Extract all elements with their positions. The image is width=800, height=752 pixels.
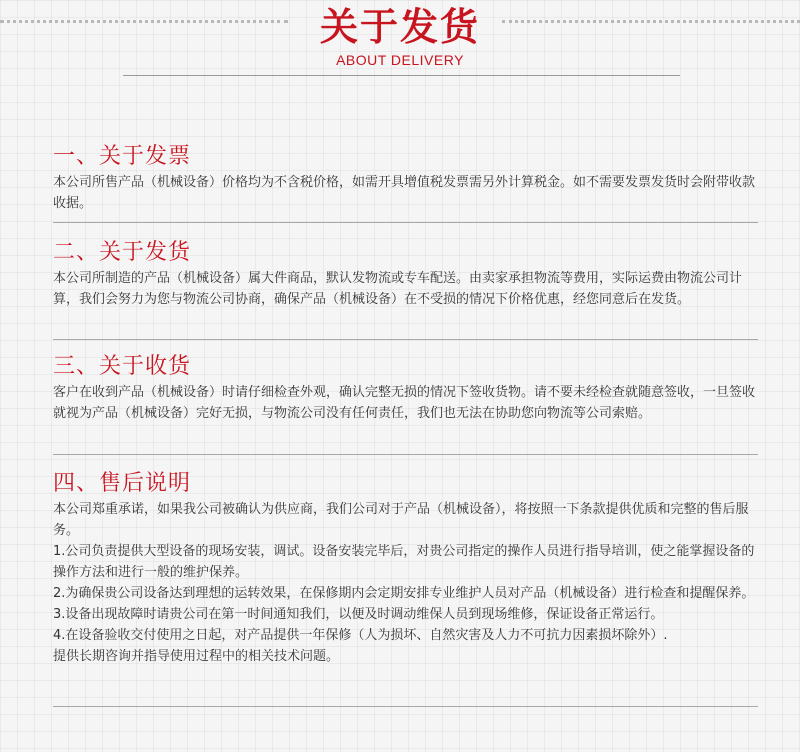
page-title: 关于发货 xyxy=(319,5,480,49)
after-sales-item-4: 4.在设备验收交付使用之日起，对产品提供一年保修（人为损坏、自然灾害及人力不可抗力因素损坏除外）. xyxy=(53,628,668,643)
after-sales-item-5: 提供长期咨询并指导使用过程中的相关技术问题。 xyxy=(53,649,340,664)
section-heading: 二、关于发货 xyxy=(53,240,192,265)
after-sales-item-3: 3.设备出现故障时请贵公司在第一时间通知我们，以便及时调动维保人员到现场维修，保证设备正常运行。 xyxy=(53,607,664,622)
after-sales-item-1: 1.公司负责提供大型设备的现场安装，调试。设备安装完毕后，对贵公司指定的操作人员进行指导培训，使之能掌握设备的操作方法和进行一般的维护保养。 xyxy=(53,544,755,580)
section-divider xyxy=(53,706,758,707)
page-subtitle: ABOUT DELIVERY xyxy=(336,52,464,68)
section-paragraph: 本公司所售产品（机械设备）价格均为不含税价格，如需开具增值税发票需另外计算税金。如不需要发票发货时会附带收款收据。 xyxy=(53,175,756,211)
section-invoice xyxy=(53,142,758,214)
section-heading: 三、关于收货 xyxy=(53,354,192,379)
section-delivery xyxy=(53,238,758,310)
section-receipt xyxy=(53,352,758,424)
section-heading: 四、售后说明 xyxy=(53,471,192,496)
section-paragraph: 本公司所制造的产品（机械设备）属大件商品，默认发物流或专车配送。由卖家承担物流等费用，实际运费由物流公司计算，我们会努力为您与物流公司协商，确保产品（机械设备）在不受损的情况下价格优惠，经您同意后在发货。 xyxy=(53,271,743,307)
after-sales-intro: 本公司郑重承诺，如果我公司被确认为供应商，我们公司对于产品（机械设备），将按照一下条款提供优质和完整的售后服务。 xyxy=(53,502,749,538)
section-paragraph: 客户在收到产品（机械设备）时请仔细检查外观，确认完整无损的情况下签收货物。请不要未经检查就随意签收，一旦签收就视为产品（机械设备）完好无损，与物流公司没有任何责任，我们也无法在协助您向物流等公司索赔。 xyxy=(53,385,756,421)
page-header xyxy=(0,0,800,80)
after-sales-item-2: 2.为确保贵公司设备达到理想的运转效果，在保修期内会定期安排专业维护人员对产品（机械设备）进行检查和提醒保养。 xyxy=(53,586,755,601)
section-divider xyxy=(53,222,758,223)
section-after-sales xyxy=(53,469,758,667)
header-dots-right xyxy=(502,20,800,23)
header-dots-left xyxy=(0,20,288,23)
header-underline xyxy=(123,75,680,76)
section-divider xyxy=(53,454,758,455)
section-divider xyxy=(53,339,758,340)
section-heading: 一、关于发票 xyxy=(53,144,192,169)
